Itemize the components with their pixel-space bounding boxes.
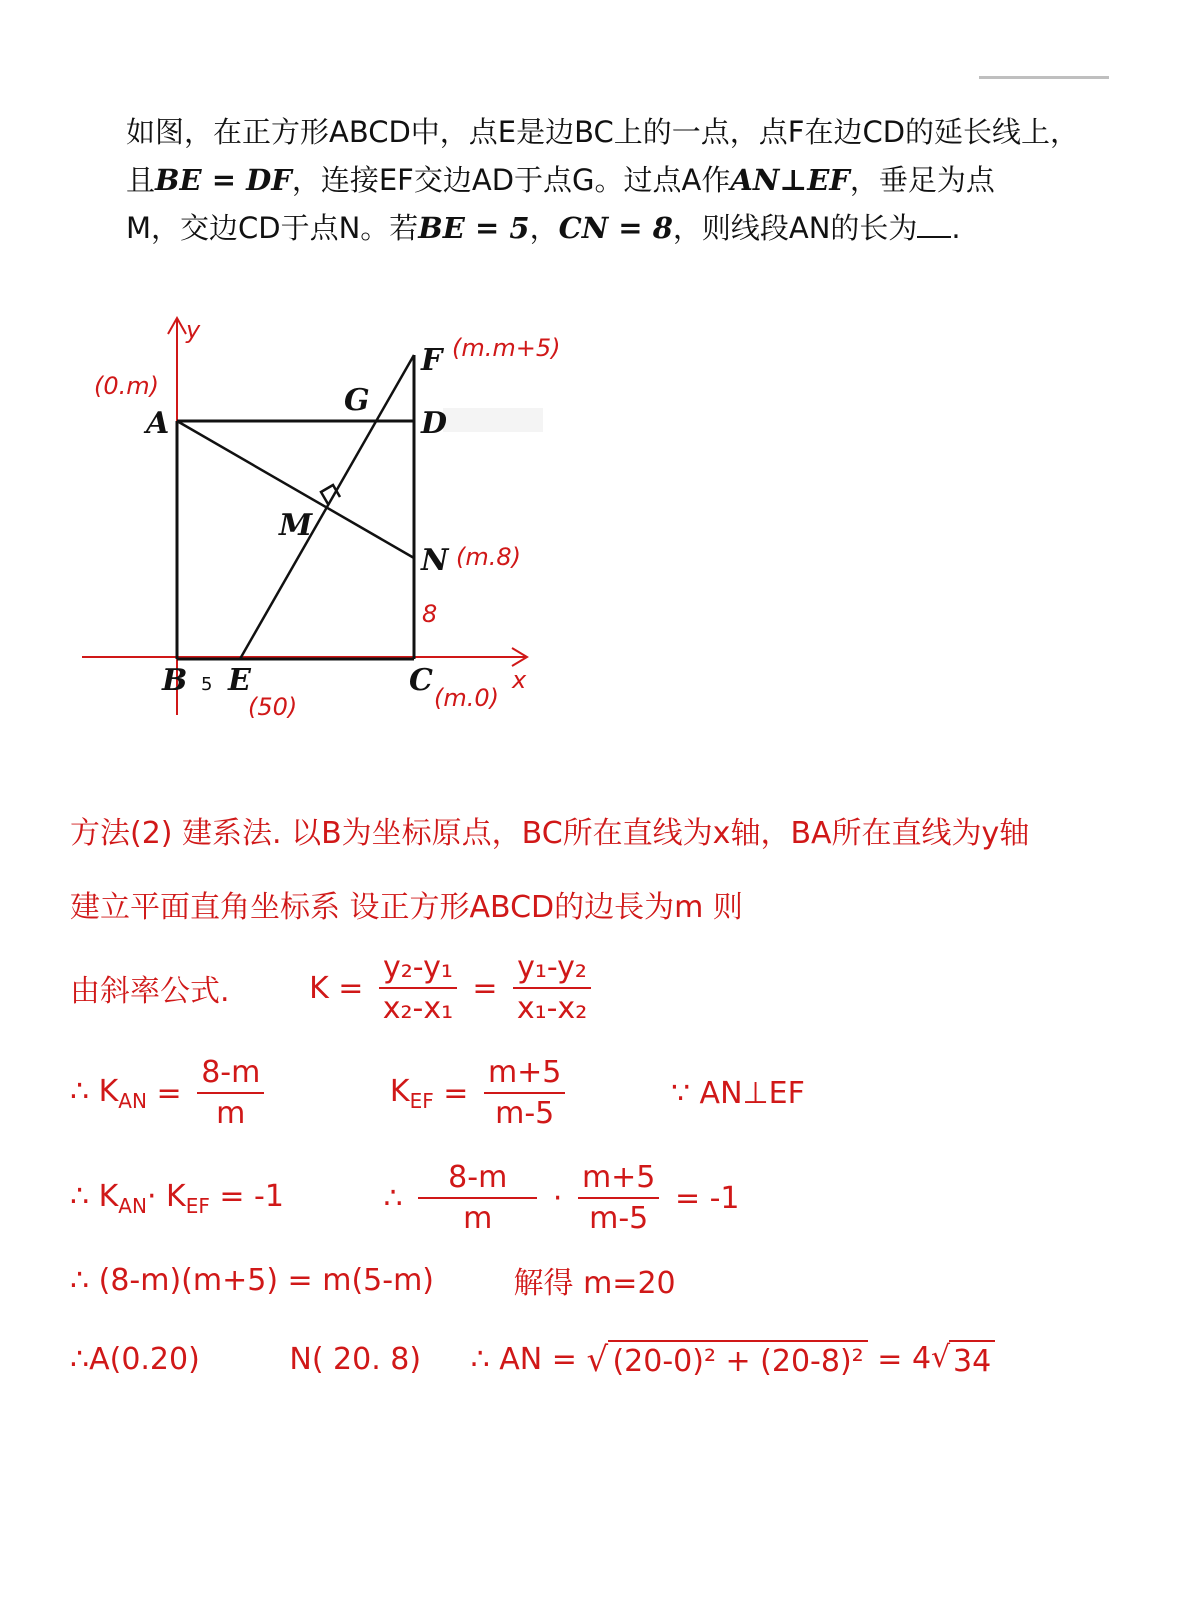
point-a-coord: ∴A(0.20) — [70, 1342, 200, 1377]
kan-subscript: AN — [118, 1088, 147, 1113]
math-expression: AN⊥EF — [730, 163, 850, 197]
product2-rhs: = -1 — [674, 1180, 740, 1216]
problem-text: 且 — [126, 163, 156, 197]
an-label: ∴ AN = — [470, 1342, 577, 1377]
fraction-denominator: x₁-x₂ — [516, 991, 588, 1026]
result-sqrt — [931, 1340, 995, 1379]
fraction-denominator: m-5 — [495, 1096, 555, 1131]
kef-equals: = — [443, 1075, 469, 1111]
product-sub1: AN — [118, 1193, 147, 1218]
fraction-numerator: m+5 — [484, 1055, 565, 1094]
scan-mark — [979, 76, 1109, 79]
label-f: F — [421, 343, 443, 378]
an-result — [912, 1340, 995, 1379]
axis-label-x: x — [512, 666, 527, 694]
product-rhs: = -1 — [209, 1178, 284, 1214]
product2-fraction-2 — [578, 1160, 659, 1236]
fraction-denominator: m — [463, 1201, 493, 1236]
final-row — [70, 1340, 995, 1379]
math-expression: BE = 5 — [418, 211, 530, 245]
coord-note-n: (m.8) — [456, 543, 522, 571]
product-row — [70, 1160, 740, 1236]
problem-statement — [126, 108, 1116, 252]
slope-label: 由斜率公式. — [70, 974, 230, 1009]
segment-note-cn: 8 — [422, 600, 438, 628]
coord-note-e: (50) — [248, 693, 298, 721]
fraction-denominator: x₂-x₁ — [382, 991, 454, 1026]
label-a: A — [146, 406, 170, 441]
answer-blank — [917, 210, 951, 238]
problem-text: ，则线段AN的长为 — [672, 211, 918, 245]
kan-label — [70, 1074, 147, 1113]
kef-subscript: EF — [409, 1088, 434, 1113]
coord-note-f: (m.m+5) — [452, 334, 561, 362]
label-c: C — [409, 663, 433, 698]
kef-fraction — [484, 1055, 565, 1131]
point-n-coord: N( 20. 8) — [289, 1342, 422, 1377]
fraction-denominator: m-5 — [589, 1201, 649, 1236]
label-e: E — [228, 663, 251, 698]
an-equals: = — [877, 1342, 903, 1377]
slopes-row — [70, 1055, 805, 1131]
problem-line-2 — [126, 156, 1116, 204]
math-expression: CN = 8 — [558, 211, 673, 245]
solution-line-1: 方法(2) 建系法. 以B为坐标原点，BC所在直线为x轴，BA所在直线为y轴 — [70, 816, 1030, 851]
kef-label — [390, 1074, 434, 1113]
label-d: D — [421, 406, 448, 441]
slope-equals: = — [472, 970, 498, 1006]
fraction-numerator: y₂-y₁ — [379, 950, 457, 989]
problem-text: M，交边CD于点N。若 — [126, 211, 419, 245]
coord-note-c: (m.0) — [434, 684, 500, 712]
product-lhs — [70, 1179, 284, 1218]
an-sqrt — [586, 1340, 867, 1379]
slope-formula-row — [70, 950, 597, 1026]
equation: ∴ (8-m)(m+5) = m(5-m) — [70, 1262, 434, 1298]
slope-fraction-1 — [379, 950, 457, 1026]
product-k1: ∴ K — [70, 1178, 119, 1214]
fraction-numerator: m+5 — [578, 1160, 659, 1199]
segment-note-be: 5 — [201, 674, 213, 695]
problem-text: ，连接EF交边AD于点G。过点A作 — [291, 163, 731, 197]
solution-m: 解得 m=20 — [513, 1266, 676, 1301]
equation-row — [70, 1258, 676, 1302]
solution-line-2: 建立平面直角坐标系 设正方形ABCD的边長为m 则 — [70, 890, 743, 925]
square-abcd — [177, 355, 414, 659]
fraction-numerator: 8-m — [197, 1055, 264, 1094]
product-sub2: EF — [185, 1193, 210, 1218]
fraction-denominator: m — [216, 1096, 246, 1131]
product2-therefore: ∴ — [383, 1180, 403, 1216]
problem-line-1: 如图，在正方形ABCD中，点E是边BC上的一点，点F在边CD的延长线上， — [126, 115, 1080, 149]
label-n: N — [421, 543, 449, 578]
axis-label-y: y — [186, 316, 201, 344]
kan-k: ∴ K — [70, 1073, 119, 1109]
radical-sign: √ — [586, 1340, 609, 1380]
fraction-numerator: 8-m — [418, 1160, 537, 1199]
result-coefficient: 4 — [911, 1341, 932, 1376]
kef-k: K — [389, 1073, 410, 1109]
geometry-figure — [60, 290, 580, 730]
problem-text: . — [951, 211, 961, 245]
kan-equals: = — [156, 1075, 182, 1111]
problem-line-3 — [126, 204, 1116, 252]
slope-k: K = — [309, 970, 364, 1006]
radical-sign: √ — [931, 1340, 951, 1375]
product2-fraction-1 — [418, 1160, 537, 1236]
label-m: M — [279, 508, 313, 543]
math-expression: BE = DF — [155, 163, 292, 197]
result-radicand: 34 — [949, 1340, 995, 1379]
perpendicular-reason: ∵ AN⊥EF — [670, 1075, 805, 1111]
fraction-numerator: y₁-y₂ — [513, 950, 591, 989]
product2-dot: · — [552, 1180, 563, 1216]
label-g: G — [344, 383, 370, 418]
label-b: B — [162, 663, 188, 698]
product-k2: · K — [146, 1178, 186, 1214]
problem-text: ， — [529, 211, 559, 245]
kan-fraction — [197, 1055, 264, 1131]
coord-note-a: (0.m) — [94, 372, 160, 400]
radicand: (20-0)² + (20-8)² — [608, 1340, 867, 1379]
slope-fraction-2 — [513, 950, 591, 1026]
problem-text: ，垂足为点 — [849, 163, 995, 197]
